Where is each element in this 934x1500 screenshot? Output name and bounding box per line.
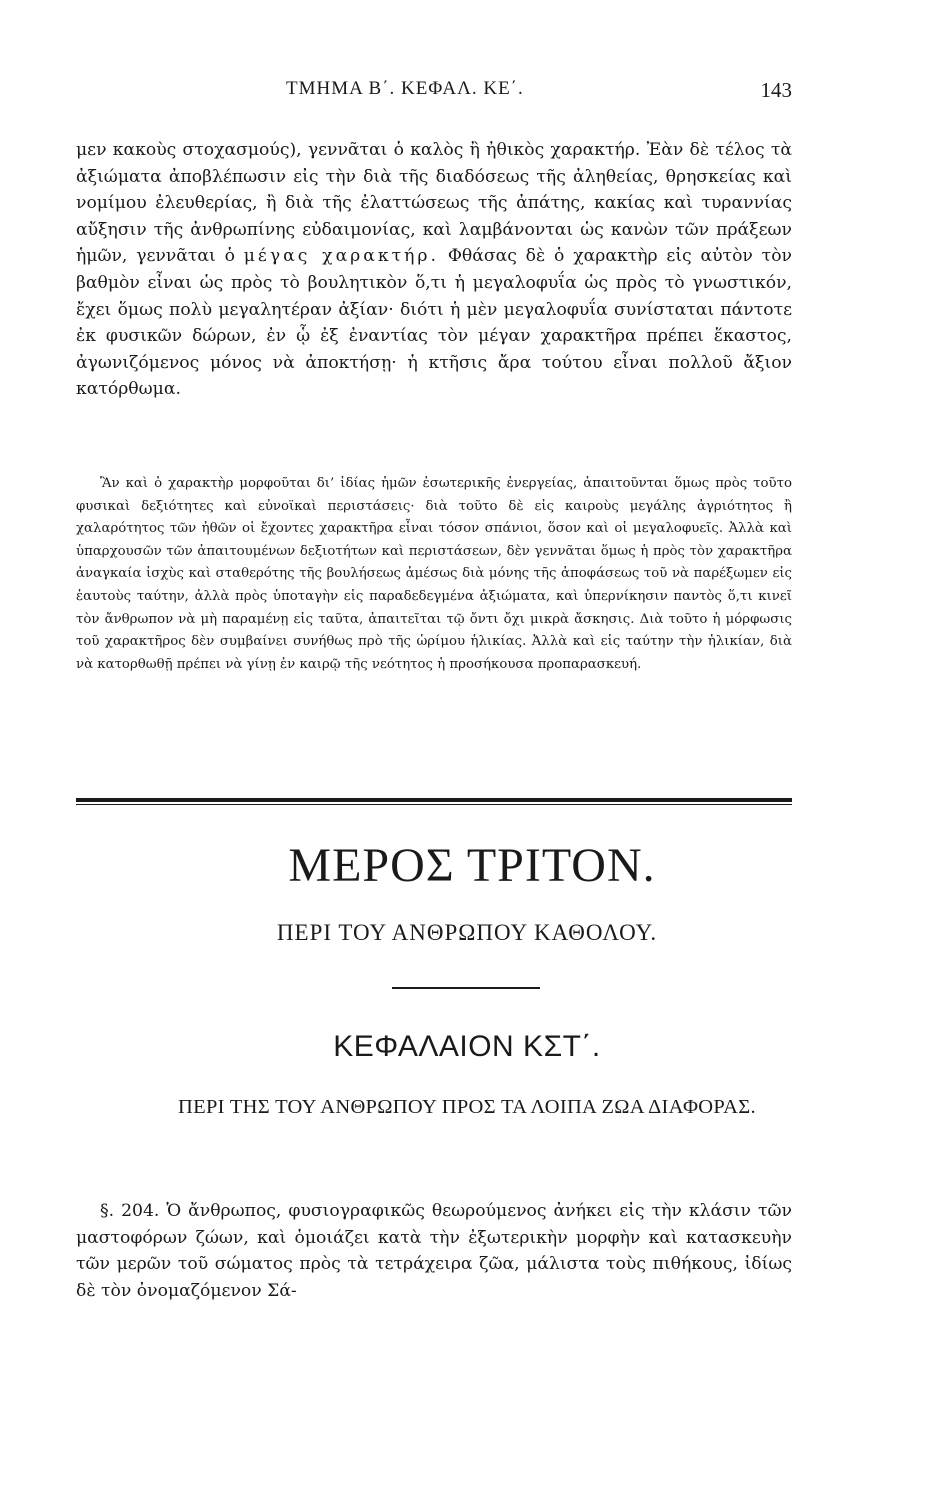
short-divider: [392, 987, 540, 989]
chapter-subtitle: ΠΕΡΙ ΤΗΣ ΤΟΥ ΑΝΘΡΩΠΟΥ ΠΡΟΣ ΤΑ ΛΟΙΠΑ ΖΩΑ ΔΙΑΦΟΡΑΣ.: [178, 1096, 756, 1118]
section-divider-thick: [76, 798, 792, 802]
page-number: 143: [760, 78, 792, 102]
section-text: Ὁ ἄνθρωπος, φυσιογραφικῶς θεωρούμενος ἀνήκει εἰς τὴν κλάσιν τῶν μαστοφόρων ζώων, καὶ ὁμοιάζει κατὰ τὴν ἐξωτερικὴν μορφὴν καὶ κατασκευὴν τῶν μερῶν τοῦ σώματος πρὸς τὰ τετράχειρα ζῶα, μάλιστα τοὺς πιθήκους, ἰδίως δὲ τὸν ὀνομαζόμενον Σά-: [76, 1201, 792, 1301]
section-paragraph: [76, 1198, 792, 1304]
section-number: §. 204.: [100, 1201, 160, 1221]
emphasized-term: μέγας χαρακτήρ.: [243, 246, 439, 267]
running-header-title: ΤΜΗΜΑ Β΄. ΚΕΦΑΛ. ΚΕ΄.: [286, 78, 524, 99]
part-subtitle: ΠΕΡΙ ΤΟΥ ΑΝΘΡΩΠΟΥ ΚΑΘΟΛΟΥ.: [276, 920, 658, 945]
paragraph-continuation-line: μεν κακοὺς στοχασμούς), γεννᾶται ὁ καλὸς ἢ ἠθικὸς χαρακτήρ.: [76, 140, 641, 160]
section-divider-thin: [76, 804, 792, 805]
paragraph-character-formation: [76, 137, 792, 403]
paragraph-small-print: Ἂν καὶ ὁ χαρακτὴρ μορφοῦται δι’ ἰδίας ἡμῶν ἐσωτερικῆς ἐνεργείας, ἀπαιτοῦνται ὅμως πρὸς τοῦτο φυσικαὶ δεξιότητες καὶ εὐνοϊκαὶ περιστάσεις· διὰ τοῦτο δὲ εἰς καιροὺς μεγάλης ἀγριότητος ἢ χαλαρότητος τῶν ἠθῶν οἱ ἔχοντες χαρακτῆρα εἶναι τόσον σπάνιοι, ὅσον καὶ οἱ μεγαλοφυεῖς. Ἀλλὰ καὶ ὑπαρχουσῶν τῶν ἀπαιτουμένων δεξιοτήτων καὶ περιστάσεων, δὲν γεννᾶται ὅμως ἡ πρὸς τὸν χαρακτῆρα ἀναγκαία ἰσχὺς καὶ σταθερότης τῆς βουλήσεως ἀμέσως διὰ μόνης τῆς ἀποφάσεως τοῦ νὰ παρέξωμεν εἰς ἑαυτοὺς ταύτην, ἀλλὰ πρὸς ὑποταγὴν εἰς παραδεδεγμένα ἀξιώματα, καὶ ὑπερνίκησιν παντὸς ὅ,τι κινεῖ τὸν ἄνθρωπον νὰ μὴ παραμένῃ εἰς ταῦτα, ἀπαιτεῖται τῷ ὄντι ὄχι μικρὰ ἄσκησις. Διὰ τοῦτο ἡ μόρφωσις τοῦ χαρακτῆρος δὲν συμβαίνει συνήθως πρὸ τῆς ὡρίμου ἡλικίας. Ἀλλὰ καὶ εἰς ταύτην τὴν ἡλικίαν, διὰ νὰ κατορθωθῇ πρέπει νὰ γίνῃ ἐν καιρῷ τῆς νεότητος ἡ προσήκουσα προπαρασκευή.: [76, 476, 792, 672]
paragraph-text: Φθάσας δὲ ὁ χαρακτὴρ εἰς αὐτὸν τὸν βαθμὸν εἶναι ὡς πρὸς τὸ βουλητικὸν ὅ,τι ἡ μεγαλοφυΐα ὡς πρὸς τὸ γνωστικόν, ἔχει ὅμως πολὺ μεγαλητέραν ἀξίαν· διότι ἡ μὲν μεγαλοφυΐα συνίσταται πάντοτε ἐκ φυσικῶν δώρων, ἐν ᾧ ἐξ ἐναντίας τὸν μέγαν χαρακτῆρα πρέπει ἕκαστος, ἀγωνιζόμενος μόνος νὰ ἀποκτήσῃ· ἡ κτῆσις ἄρα τούτου εἶναι πολλοῦ ἄξιον κατόρθωμα.: [76, 246, 792, 400]
running-header: [76, 78, 792, 108]
chapter-title: ΚΕΦΑΛΑΙΟΝ ΚΣΤ΄.: [333, 1030, 601, 1063]
part-title: ΜΕΡΟΣ ΤΡΙΤΟΝ.: [288, 839, 656, 892]
paragraph-text: Ἐὰν δὲ τέλος τὰ ἀξιώματα ἀποβλέπωσιν εἰς τὴν διὰ τῆς διαδόσεως τῆς ἀληθείας, θρησκείας καὶ νομίμου ἐλευθερίας, ἢ διὰ τῆς ἐλαττώσεως τῆς ἀπάτης, κακίας καὶ τυραννίας αὔξησιν τῆς ἀνθρωπίνης εὐδαιμονίας, καὶ λαμβάνονται ὡς κανὼν τῶν πράξεων ἡμῶν, γεννᾶται ὁ: [76, 140, 792, 267]
